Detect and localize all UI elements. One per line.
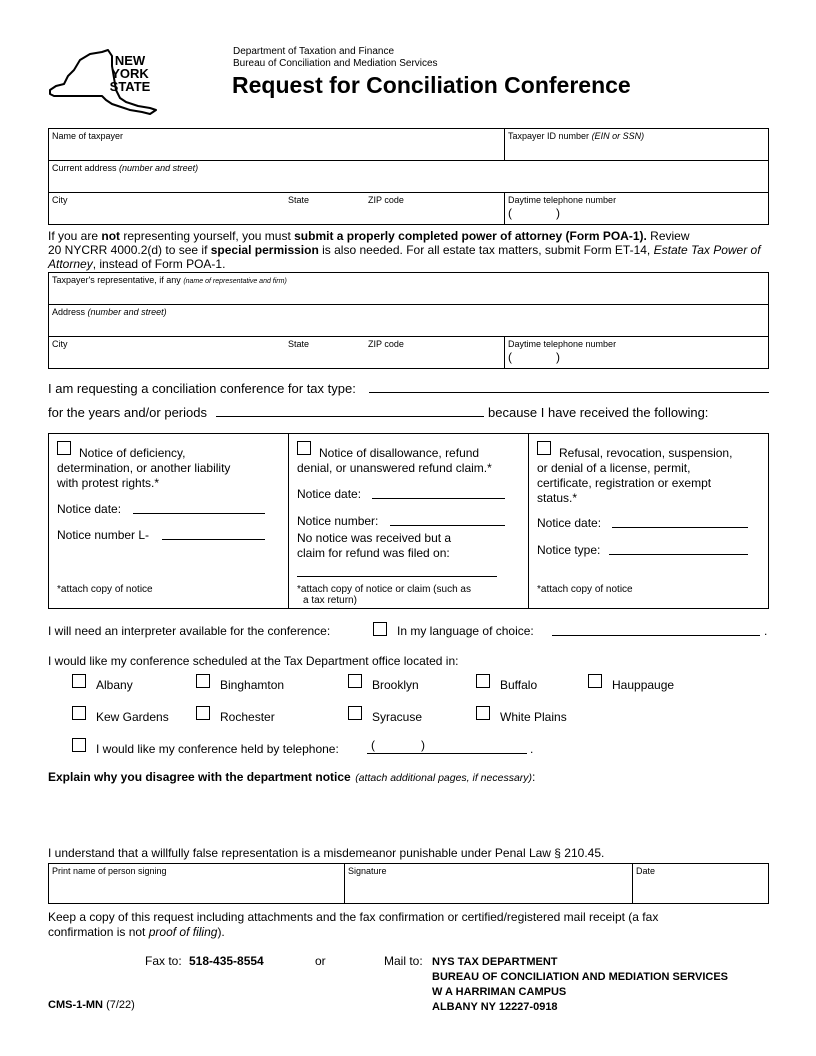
keep-copy-text: Keep a copy of this request including attachments and the fax confirmation or certified/registered mail receipt (a fax confirmation is not proof of filing). (48, 910, 659, 939)
license-title-1: Refusal, revocation, suspension, (559, 446, 733, 460)
hauppauge-checkbox[interactable] (588, 674, 602, 688)
buffalo-checkbox[interactable] (476, 674, 490, 688)
taxpayer-name-label: Name of taxpayer (52, 131, 124, 141)
taxpayer-address-label: Current address (52, 163, 117, 173)
taxpayer-id-note: (EIN or SSN) (591, 131, 645, 141)
taxpayer-zip-field[interactable] (364, 192, 504, 225)
rep-zip-label: ZIP code (368, 339, 404, 349)
deficiency-number-field[interactable] (162, 539, 265, 540)
interpreter-text: I will need an interpreter available for the conference: (48, 624, 331, 638)
because-text: because I have received the following: (488, 405, 709, 420)
telephone-conference-checkbox[interactable] (72, 738, 86, 752)
print-name-label: Print name of person signing (52, 866, 167, 876)
form-id: CMS-1-MN (7/22) (48, 999, 135, 1011)
license-title-2: or denial of a license, permit, (537, 461, 691, 475)
representative-zip-field[interactable] (364, 336, 504, 369)
taxpayer-id-field[interactable] (504, 128, 769, 160)
license-title-4: status.* (537, 491, 578, 505)
telephone-close: ) (421, 738, 425, 752)
deficiency-attach-note: *attach copy of notice (57, 584, 153, 595)
deficiency-title-3: with protest rights.* (57, 476, 160, 490)
taxpayer-name-field[interactable] (48, 128, 504, 160)
deficiency-number-label: Notice number L- (57, 528, 150, 542)
taxpayer-city-label: City (52, 195, 68, 205)
language-label: In my language of choice: (397, 624, 534, 638)
telephone-conference-field[interactable] (367, 753, 527, 754)
albany-checkbox[interactable] (72, 674, 86, 688)
license-date-field[interactable] (612, 527, 748, 528)
syracuse-checkbox[interactable] (348, 706, 362, 720)
print-name-field[interactable] (48, 863, 344, 904)
logo-line-new: NEW (114, 53, 146, 68)
language-field[interactable] (552, 635, 760, 636)
taxpayer-state-field[interactable] (284, 192, 364, 225)
license-attach-note: *attach copy of notice (537, 584, 633, 595)
disallowance-title-2: denial, or unanswered refund claim.* (297, 461, 492, 475)
disallowance-number-field[interactable] (390, 525, 505, 526)
disallowance-date-label: Notice date: (297, 487, 362, 501)
kew-gardens-checkbox[interactable] (72, 706, 86, 720)
taxpayer-phone-label: Daytime telephone number (508, 195, 617, 205)
rep-phone-open: ( (508, 350, 512, 364)
representative-phone-field[interactable] (504, 336, 769, 369)
license-type-field[interactable] (609, 554, 748, 555)
deficiency-title-1: Notice of deficiency, (79, 446, 186, 460)
representative-address-field[interactable] (48, 304, 769, 336)
binghamton-checkbox[interactable] (196, 674, 210, 688)
taxpayer-phone-close: ) (556, 206, 560, 220)
telephone-conference-label: I would like my conference held by telephone: (96, 742, 339, 756)
brooklyn-checkbox[interactable] (348, 674, 362, 688)
rep-state-label: State (288, 339, 310, 349)
signature-label: Signature (348, 866, 387, 876)
taxpayer-state-label: State (288, 195, 310, 205)
license-title-3: certificate, registration or exempt (537, 476, 712, 490)
disallowance-number-label: Notice number: (297, 514, 379, 528)
refund-claim-date-field[interactable] (297, 576, 497, 577)
taxpayer-city-field[interactable] (48, 192, 288, 225)
office-intro: I would like my conference scheduled at the Tax Department office located in: (48, 654, 459, 668)
rep-address-label: Address (52, 307, 86, 317)
no-notice-text-2: claim for refund was filed on: (297, 546, 450, 560)
taxpayer-address-field[interactable] (48, 160, 769, 192)
explain-note: (attach additional pages, if necessary) (355, 772, 533, 784)
signature-field[interactable] (344, 863, 632, 904)
mail-label: Mail to: (384, 954, 423, 968)
fax-number: 518-435-8554 (189, 954, 264, 968)
logo-line-state: STATE (109, 79, 151, 94)
department-name: Department of Taxation and Finance (233, 46, 395, 57)
date-field[interactable] (632, 863, 769, 904)
years-field[interactable] (216, 416, 484, 417)
poa-notice: If you are not representing yourself, you must submit a properly completed power of attorney (Form POA-1). Review 20 NYCRR 4000.2(d) to see if special permission is also needed. For all estate tax matters, submit Form ET-14, Estate Tax Power of Attorney, instead of Form POA-1. (48, 229, 761, 271)
years-text: for the years and/or periods (48, 405, 207, 420)
rep-address-note: (number and street) (87, 307, 167, 317)
disallowance-title-1: Notice of disallowance, refund (319, 446, 480, 460)
page-title: Request for Conciliation Conference (232, 72, 631, 98)
rep-phone-label: Daytime telephone number (508, 339, 617, 349)
telephone-period: . (530, 742, 534, 756)
no-notice-text-1: No notice was received but a (297, 531, 452, 545)
taxpayer-phone-open: ( (508, 206, 512, 220)
explain-field[interactable] (48, 786, 769, 842)
representative-state-field[interactable] (284, 336, 364, 369)
representative-name-field[interactable] (48, 272, 769, 304)
license-type-label: Notice type: (537, 543, 601, 557)
deficiency-title-2: determination, or another liability (57, 461, 231, 475)
nys-logo (46, 46, 158, 118)
date-label: Date (636, 866, 656, 876)
white-plains-checkbox[interactable] (476, 706, 490, 720)
mail-address: NYS TAX DEPARTMENT BUREAU OF CONCILIATION AND MEDIATION SERVICES W A HARRIMAN CAMPUS ALBANY NY 12227-0918 (432, 956, 728, 1013)
logo-line-york: YORK (111, 66, 149, 81)
taxpayer-zip-label: ZIP code (368, 195, 404, 205)
disallowance-date-field[interactable] (372, 498, 505, 499)
representative-city-field[interactable] (48, 336, 288, 369)
taxpayer-address-note: (number and street) (119, 163, 199, 173)
interpreter-checkbox[interactable] (373, 622, 387, 636)
taxpayer-phone-field[interactable] (504, 192, 769, 225)
telephone-open: ( (371, 738, 375, 752)
rep-city-label: City (52, 339, 68, 349)
fax-label: Fax to: (145, 954, 182, 968)
disallowance-attach-2: a tax return) (303, 595, 357, 606)
tax-type-field[interactable] (369, 392, 769, 393)
tax-type-text: I am requesting a conciliation conference for tax type: (48, 381, 356, 396)
language-period: . (764, 624, 768, 638)
license-date-label: Notice date: (537, 516, 602, 530)
deficiency-date-label: Notice date: (57, 502, 122, 516)
rochester-checkbox[interactable] (196, 706, 210, 720)
rep-phone-close: ) (556, 350, 560, 364)
rep-note: (name of representative and firm) (183, 278, 287, 285)
or-text: or (315, 954, 326, 968)
rep-label: Taxpayer's representative, if any (52, 275, 181, 285)
disallowance-attach-1: *attach copy of notice or claim (such as (297, 584, 471, 595)
bureau-name: Bureau of Conciliation and Mediation Services (233, 58, 438, 69)
penalty-text: I understand that a willfully false representation is a misdemeanor punishable under Penal Law § 210.45. (48, 846, 605, 860)
explain-label: Explain why you disagree with the department notice (48, 770, 351, 784)
deficiency-date-field[interactable] (133, 513, 265, 514)
taxpayer-id-label: Taxpayer ID number (508, 131, 590, 141)
